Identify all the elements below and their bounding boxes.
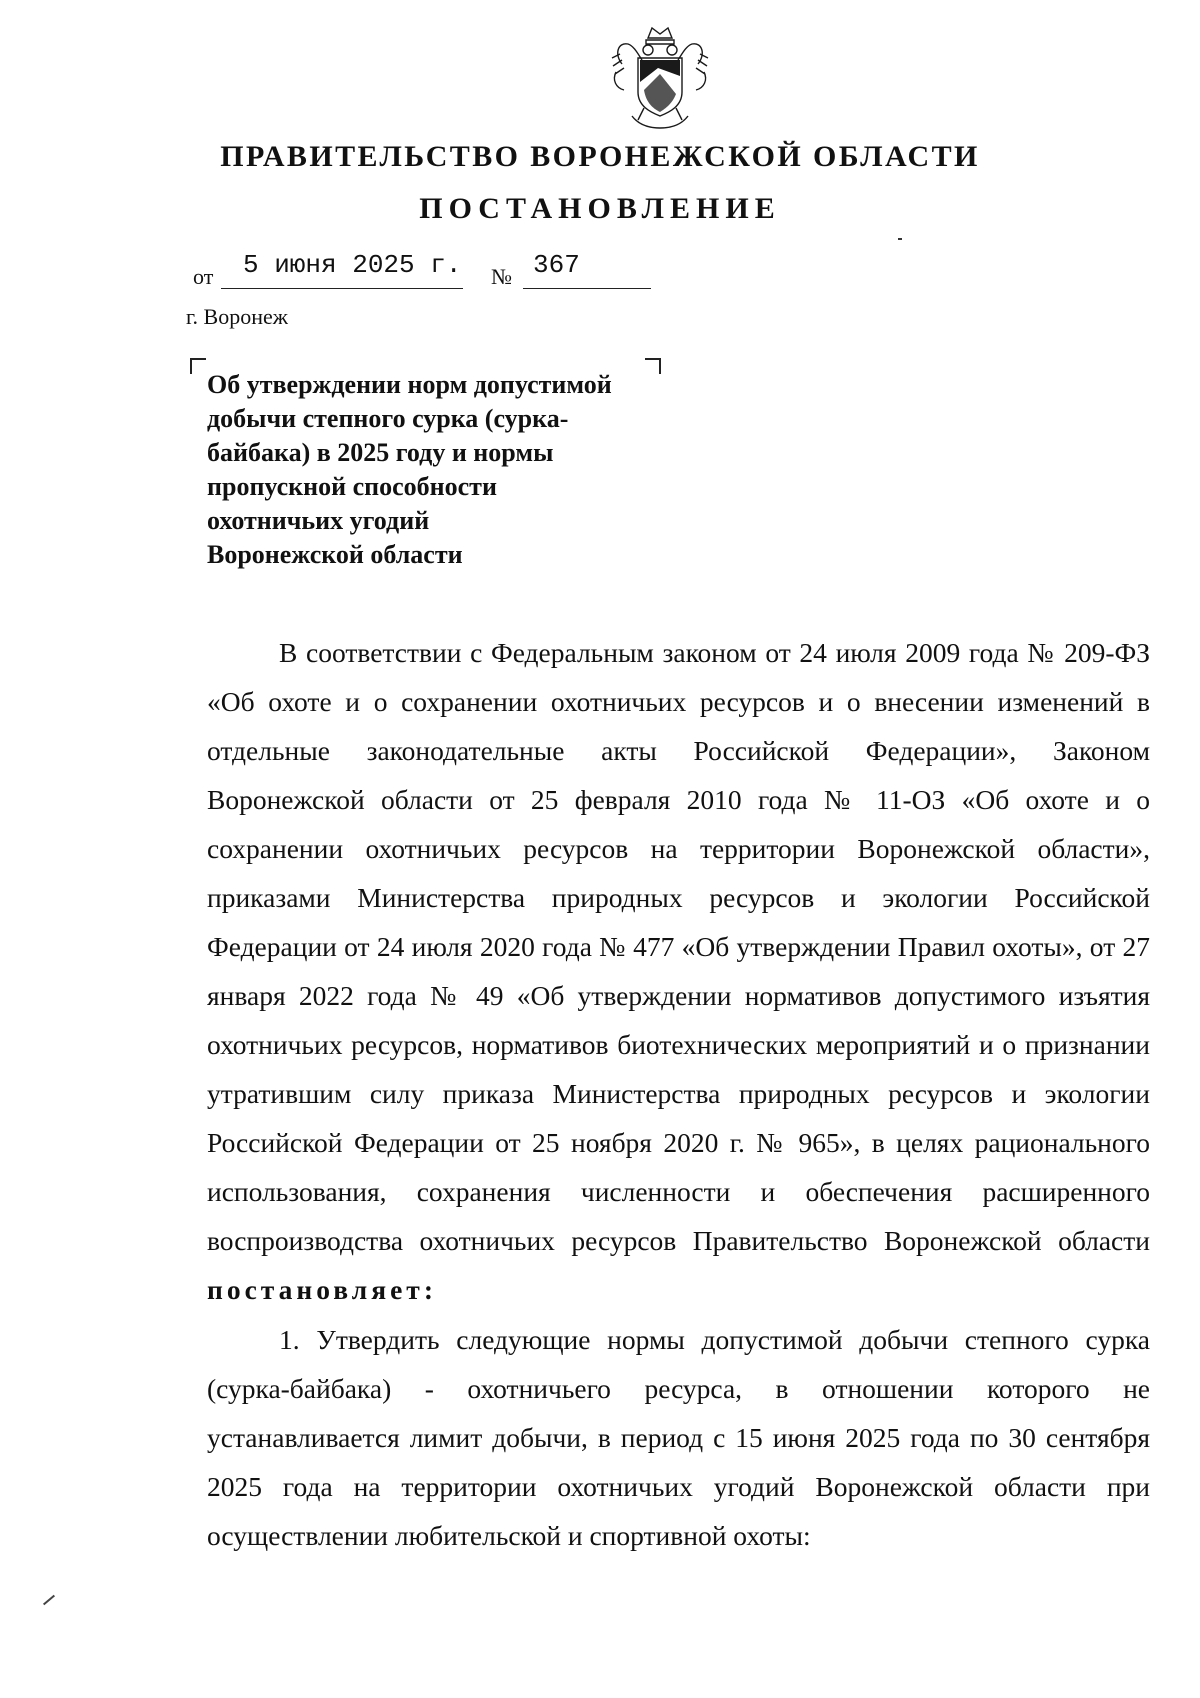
- margin-pen-mark: [43, 1595, 55, 1606]
- decree-body: [207, 628, 1150, 1560]
- subject-line: охотничьих угодий: [207, 506, 430, 535]
- preamble-paragraph: [207, 628, 1150, 1314]
- decree-number: 367: [533, 250, 580, 280]
- item-1-paragraph: 1. Утвердить следующие нормы допустимой добычи степного сурка (сурка-байбака) - охотничьего ресурса, в отношении которого не устанавливается лимит добычи, в период с 15 июня 2025 года по 30 сентября 2025 года на территории охотничьих угодий Воронежской области при осуществлении любительской и спортивной охоты:: [207, 1324, 1150, 1551]
- number-underline: [523, 288, 651, 289]
- scan-speck: [898, 238, 902, 240]
- decree-date: 5 июня 2025 г.: [243, 250, 462, 280]
- government-name: ПРАВИТЕЛЬСТВО ВОРОНЕЖСКОЙ ОБЛАСТИ: [220, 140, 980, 173]
- decree-subject: [207, 368, 667, 572]
- preamble-text: В соответствии с Федеральным законом от 24 июля 2009 года № 209-ФЗ «Об охоте и о сохранении охотничьих ресурсов и о внесении изменений в отдельные законодательные акты Российской Федерации», Законом Воронежской области от 25 февраля 2010 года № 11-ОЗ «Об охоте и о сохранении охотничьих ресурсов на территории Воронежской области», приказами Министерства природных ресурсов и экологии Российской Федерации от 24 июля 2020 года № 477 «Об утверждении Правил охоты», от 27 января 2022 года № 49 «Об утверждении нормативов допустимого изъятия охотничьих ресурсов, нормативов биотехнических мероприятий и о признании утратившим силу приказа Министерства природных ресурсов и экологии Российской Федерации от 25 ноября 2020 г. № 965», в целях рационального использования, сохранения численности и обеспечения расширенного воспроизводства охотничьих ресурсов Правительство Воронежской области: [207, 637, 1150, 1256]
- document-type-title: ПОСТАНОВЛЕНИЕ: [419, 192, 781, 225]
- city-name: г. Воронеж: [186, 304, 288, 329]
- subject-line: добычи степного сурка (сурка-: [207, 404, 569, 433]
- subject-line: Воронежской области: [207, 540, 463, 569]
- subject-corner-mark-left: [190, 358, 206, 374]
- subject-line: Об утверждении норм допустимой: [207, 370, 612, 399]
- date-label: от: [193, 264, 214, 289]
- number-label: №: [491, 264, 512, 289]
- date-underline: [221, 288, 463, 289]
- decree-requisites: [193, 252, 653, 292]
- decree-word: постановляет:: [207, 1274, 437, 1305]
- subject-line: пропускной способности: [207, 472, 497, 501]
- subject-line: байбака) в 2025 году и нормы: [207, 438, 554, 467]
- coat-of-arms-icon: [608, 24, 712, 132]
